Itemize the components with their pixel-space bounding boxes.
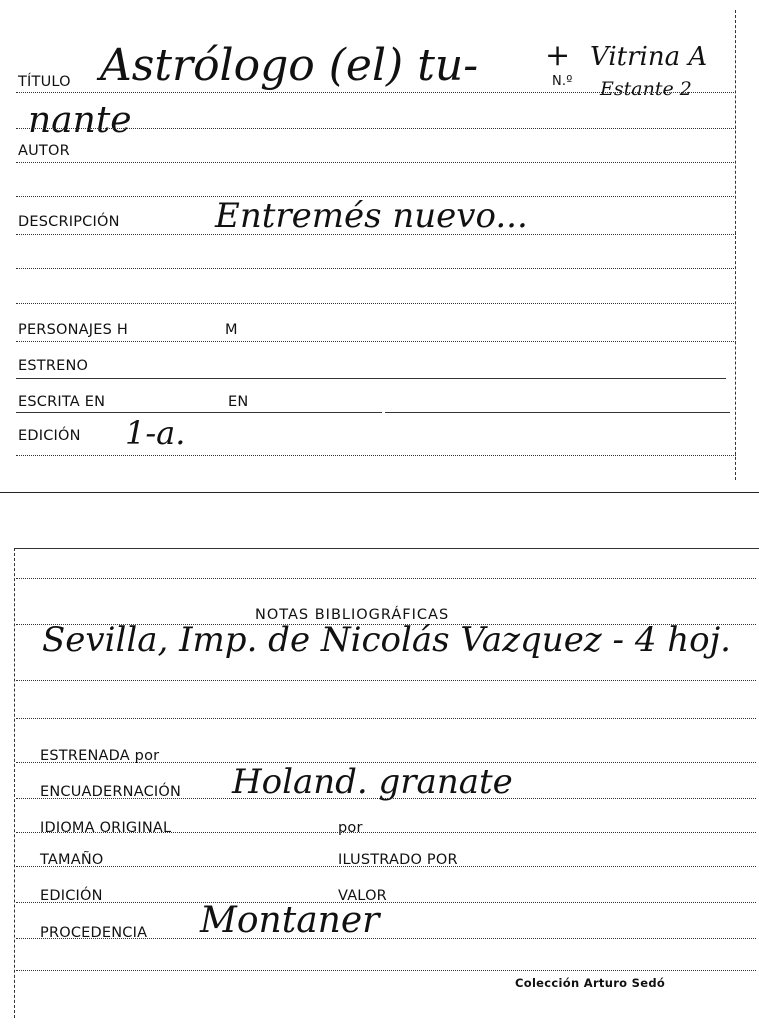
rule <box>16 128 736 129</box>
rule <box>16 798 756 799</box>
card-edge <box>735 10 736 480</box>
rule <box>16 455 736 456</box>
rule <box>16 303 736 304</box>
valor-label: VALOR <box>338 888 387 904</box>
rule <box>16 718 756 719</box>
rule <box>16 938 756 939</box>
por-label: por <box>338 820 363 836</box>
descripcion-value: Entremés nuevo... <box>215 196 528 236</box>
edicion-label-bottom: EDICIÓN <box>40 888 103 904</box>
autor-label: AUTOR <box>18 143 70 159</box>
rule <box>16 866 756 867</box>
estante-value: Estante 2 <box>600 78 692 100</box>
rule <box>16 268 736 269</box>
notas-label: NOTAS BIBLIOGRÁFICAS <box>255 607 450 623</box>
catalog-card-bottom <box>0 540 759 1028</box>
rule <box>16 341 736 342</box>
rule <box>16 970 756 971</box>
rule <box>16 902 756 903</box>
rule <box>14 548 759 549</box>
titulo-value-continued: nante <box>28 100 132 141</box>
rule <box>16 162 736 163</box>
vitrina-value: Vitrina A <box>590 42 708 72</box>
rule <box>16 578 756 579</box>
catalog-card-top <box>0 0 759 493</box>
escrita-en-label: ESCRITA EN <box>18 394 106 410</box>
personajes-label: PERSONAJES H <box>18 322 128 338</box>
rule <box>16 234 736 235</box>
en-label: EN <box>228 394 249 410</box>
encuadernacion-value: Holand. granate <box>232 762 513 802</box>
cross-mark: + <box>545 38 571 73</box>
tamano-label: TAMAÑO <box>40 852 104 868</box>
edicion-value: 1-a. <box>125 414 186 452</box>
estreno-label: ESTRENO <box>18 358 89 374</box>
rule <box>16 412 382 413</box>
idioma-label: IDIOMA ORIGINAL <box>40 820 172 836</box>
rule <box>16 378 726 379</box>
card-edge <box>14 548 15 1018</box>
collection-footer: Colección Arturo Sedó <box>515 976 666 990</box>
edicion-label: EDICIÓN <box>18 428 81 444</box>
rule <box>16 832 756 833</box>
numero-label: N.º <box>552 74 573 89</box>
encuadernacion-label: ENCUADERNACIÓN <box>40 784 182 800</box>
rule <box>16 680 756 681</box>
rule <box>16 92 736 93</box>
procedencia-label: PROCEDENCIA <box>40 925 148 941</box>
estrenada-label: ESTRENADA por <box>40 748 160 764</box>
titulo-value: Astrólogo (el) tu- <box>100 40 479 91</box>
descripcion-label: DESCRIPCIÓN <box>18 214 120 230</box>
titulo-label: TÍTULO <box>18 74 71 90</box>
procedencia-value: Montaner <box>200 900 380 941</box>
notas-value: Sevilla, Imp. de Nicolás Vazquez - 4 hoj. <box>42 620 731 660</box>
personajes-m-label: M <box>225 322 238 338</box>
rule <box>385 412 730 413</box>
ilustrado-label: ILUSTRADO POR <box>338 852 458 868</box>
